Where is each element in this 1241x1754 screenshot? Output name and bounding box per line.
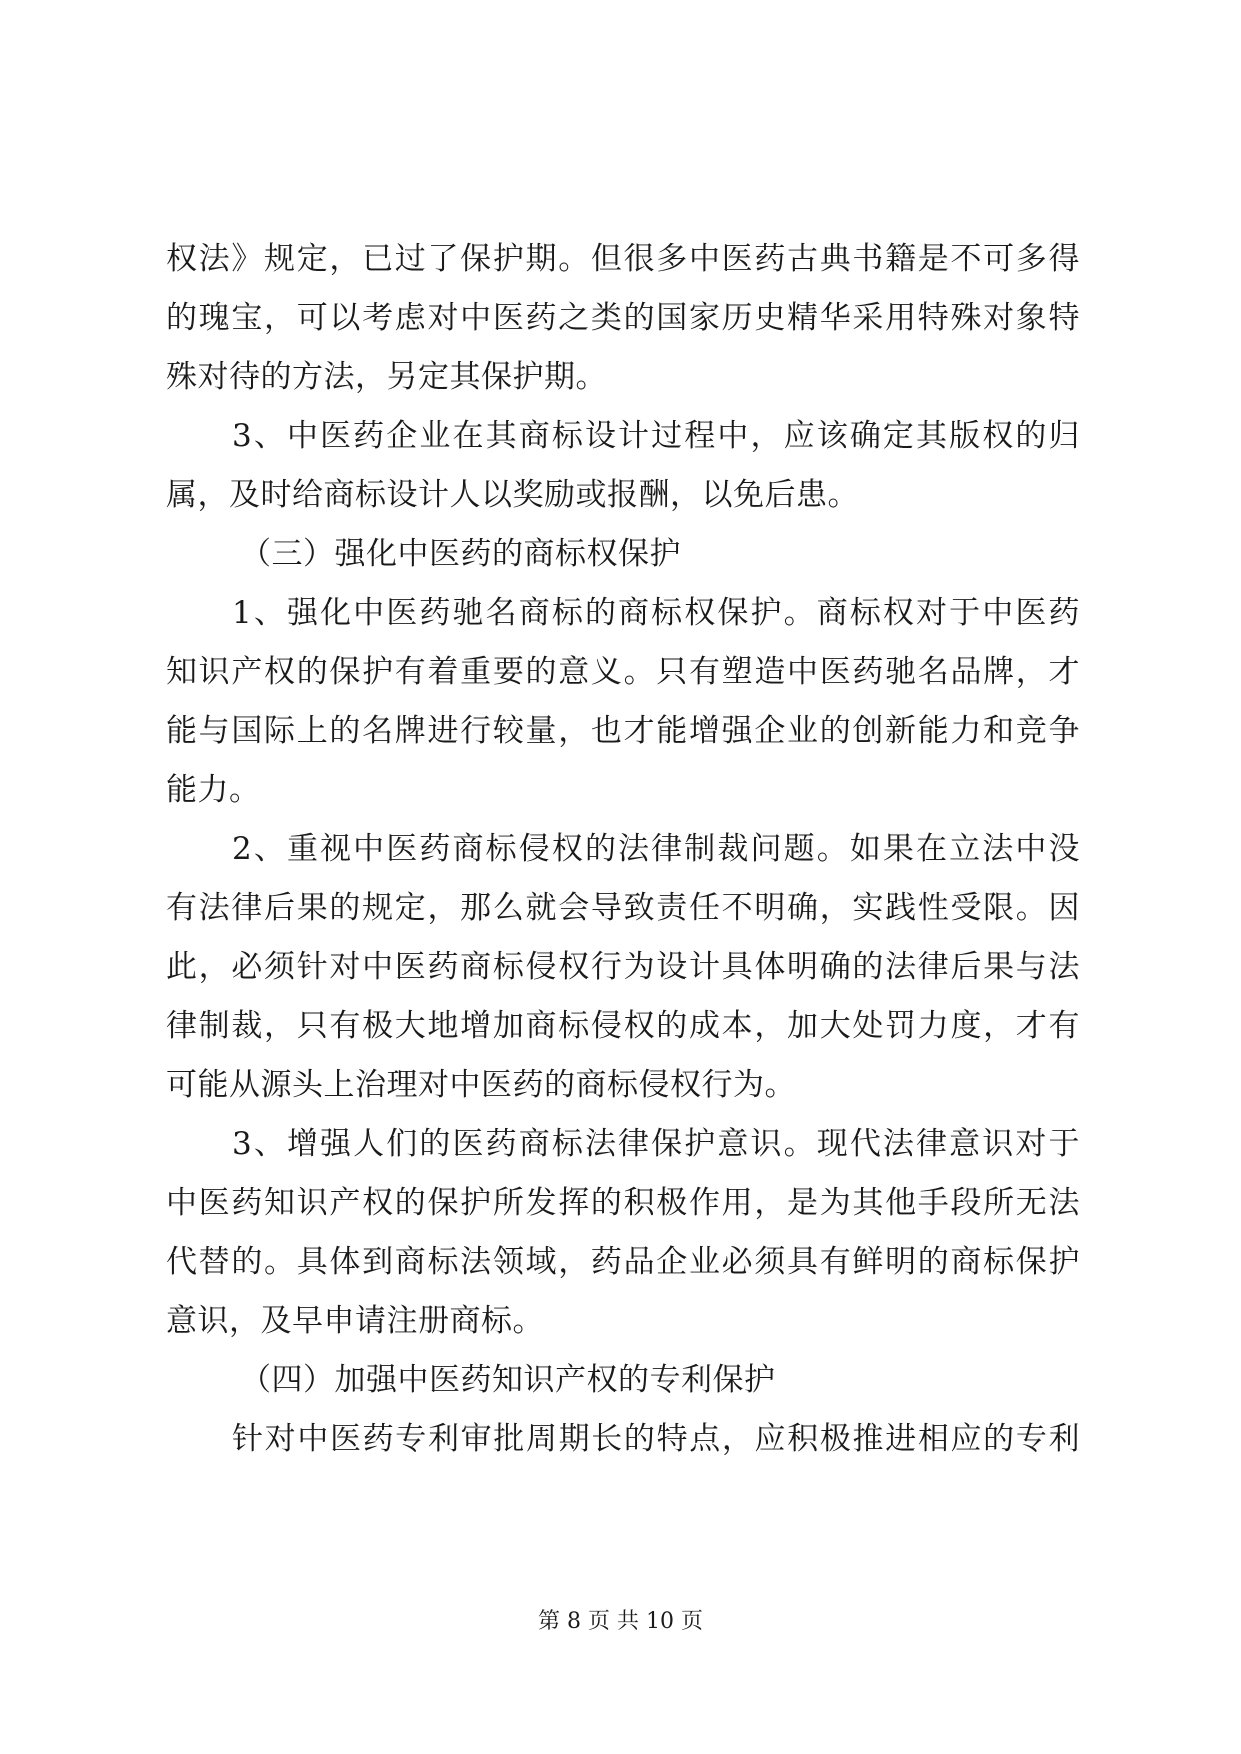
text-line: 可能从源头上治理对中医药的商标侵权行为。 — [166, 1067, 796, 1103]
text-line: 3、增强人们的医药商标法律保护意识。现代法律意识对于 — [232, 1126, 1080, 1162]
text-line: 3、中医药企业在其商标设计过程中，应该确定其版权的归 — [232, 418, 1080, 454]
text-line: 有法律后果的规定，那么就会导致责任不明确，实践性受限。因 — [166, 890, 1080, 926]
text-line: 中医药知识产权的保护所发挥的积极作用，是为其他手段所无法 — [166, 1185, 1080, 1221]
section-heading: （三）强化中医药的商标权保护 — [240, 536, 681, 572]
text-line: 殊对待的方法，另定其保护期。 — [166, 359, 607, 395]
text-line: 针对中医药专利审批周期长的特点，应积极推进相应的专利 — [232, 1421, 1080, 1457]
text-line: 2、重视中医药商标侵权的法律制裁问题。如果在立法中没 — [232, 831, 1080, 867]
text-line: 的瑰宝，可以考虑对中医药之类的国家历史精华采用特殊对象特 — [166, 300, 1080, 336]
text-line: 能力。 — [166, 772, 261, 808]
section-heading: （四）加强中医药知识产权的专利保护 — [240, 1362, 776, 1398]
text-line: 此，必须针对中医药商标侵权行为设计具体明确的法律后果与法 — [166, 949, 1080, 985]
text-line: 意识，及早申请注册商标。 — [166, 1303, 544, 1339]
body-text — [166, 230, 1080, 1469]
page-footer: 第 8 页 共 10 页 — [538, 1609, 703, 1634]
text-line: 能与国际上的名牌进行较量，也才能增强企业的创新能力和竞争 — [166, 713, 1080, 749]
text-line: 属，及时给商标设计人以奖励或报酬，以免后患。 — [166, 477, 859, 513]
text-line: 代替的。具体到商标法领域，药品企业必须具有鲜明的商标保护 — [166, 1244, 1080, 1280]
text-line: 1、强化中医药驰名商标的商标权保护。商标权对于中医药 — [232, 595, 1080, 631]
text-line: 知识产权的保护有着重要的意义。只有塑造中医药驰名品牌，才 — [166, 654, 1080, 690]
text-line: 律制裁，只有极大地增加商标侵权的成本，加大处罚力度，才有 — [166, 1008, 1080, 1044]
text-line: 权法》规定，已过了保护期。但很多中医药古典书籍是不可多得 — [166, 241, 1080, 277]
